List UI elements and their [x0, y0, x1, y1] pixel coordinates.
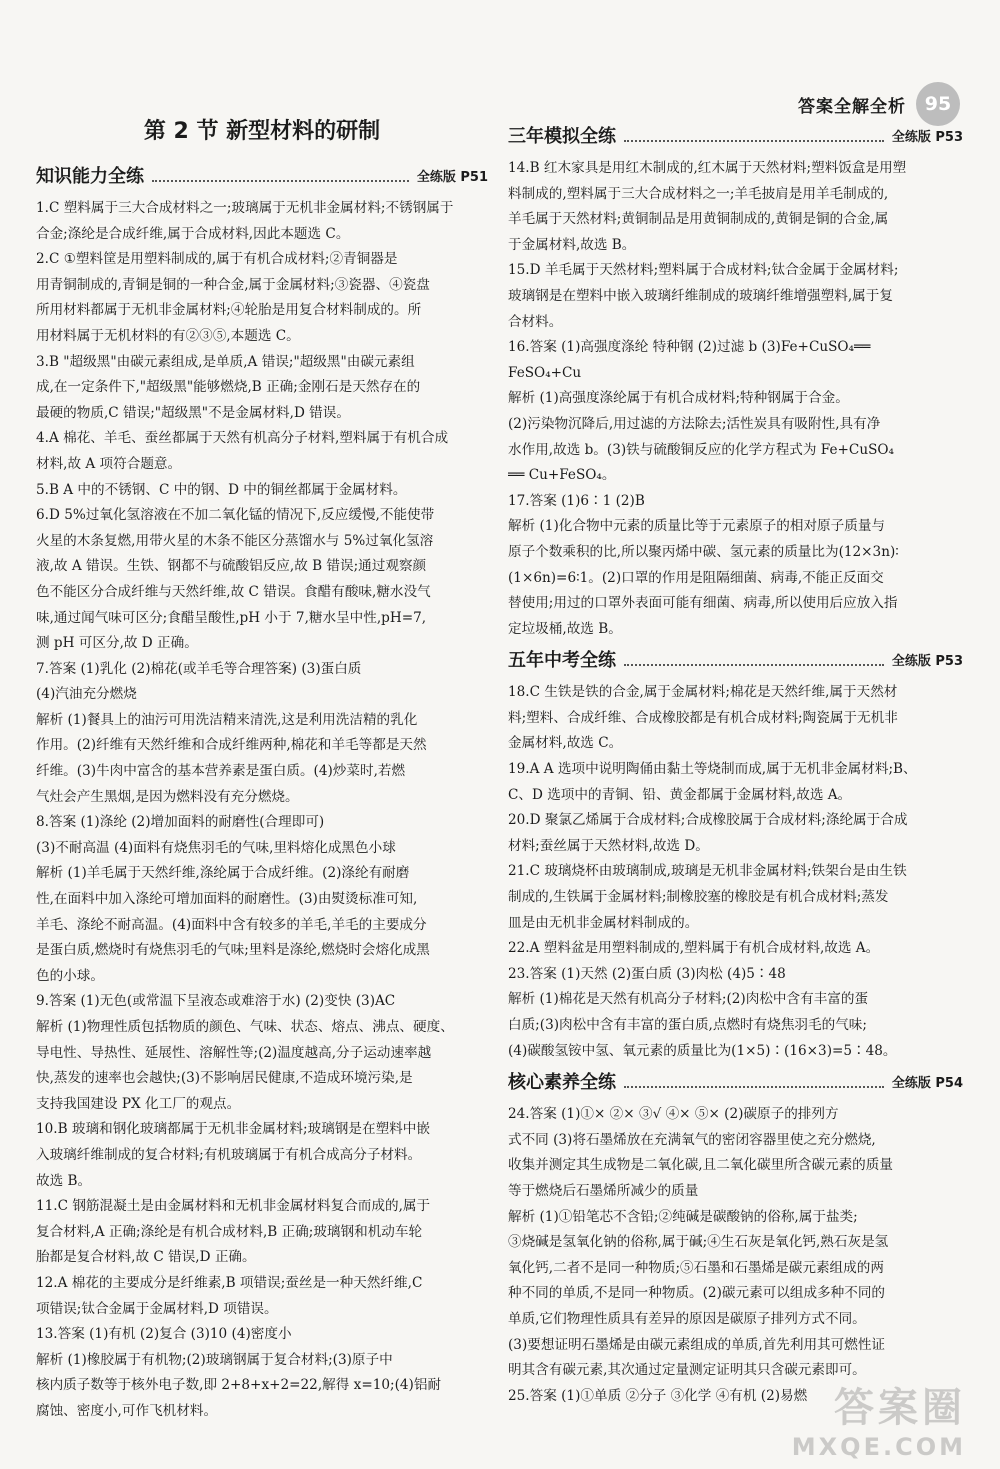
- answer-item: [36, 1015, 488, 1117]
- answer-line: 复合材料,A 正确;涤纶是有机合成材料,B 正确;玻璃钢和机动车轮: [36, 1223, 423, 1240]
- answer-line: 15.D 羊毛属于天然材料;塑料属于合成材料;钛合金属于金属材料;: [508, 262, 899, 279]
- answer-line: 羊毛、涤纶不耐高温。(4)面料中含有较多的羊毛,羊毛的主要成分: [36, 916, 427, 933]
- answer-item: [508, 859, 963, 936]
- answer-line: 材料;蚕丝属于天然材料,故选 D。: [508, 837, 709, 854]
- dotted-leader: [624, 1074, 884, 1088]
- answer-line: 20.D 聚氯乙烯属于合成材料;合成橡胶属于合成材料;涤纶属于合成: [508, 812, 908, 829]
- answer-line: 解析 (1)餐具上的油污可用洗洁精来清洗,这是利用洗洁精的乳化: [36, 711, 418, 728]
- answer-item: [36, 861, 488, 989]
- answer-item: [36, 503, 488, 657]
- answer-line: 解析 (1)羊毛属于天然纤维,涤纶属于合成纤维。(2)涤纶有耐磨: [36, 865, 410, 882]
- answer-line: 快,蒸发的速率也会越快;(3)不影响居民健康,不造成环境污染,是: [36, 1070, 413, 1087]
- answer-item: [36, 1194, 488, 1271]
- section-title: 知识能力全练: [36, 166, 144, 187]
- dotted-leader: [624, 652, 884, 666]
- answer-line: (4)碳酸氢铵中氢、氧元素的质量比为(1×5)∶(16×3)=5∶48。: [508, 1042, 897, 1059]
- answer-item: [36, 426, 488, 477]
- answer-line: 17.答案 (1)6∶1 (2)B: [508, 492, 645, 509]
- answer-line: 19.A A 选项中说明陶俑由黏土等烧制而成,属于无机非金属材料;B、: [508, 761, 917, 778]
- answer-item: [36, 1271, 488, 1322]
- answer-line: 解析 (1)橡胶属于有机物;(2)玻璃钢属于复合材料;(3)原子中: [36, 1351, 393, 1368]
- answer-line: 4.A 棉花、羊毛、蚕丝都属于天然有机高分子材料,塑料属于有机合成: [36, 430, 449, 447]
- answer-line: 色不能区分合成纤维与天然纤维,故 C 错误。食醋有酸味,糖水没气: [36, 583, 431, 600]
- section-header: [508, 122, 963, 148]
- left-column: [36, 118, 488, 1425]
- answer-line: 作用。(2)纤维有天然纤维和合成纤维两种,棉花和羊毛等都是天然: [36, 737, 427, 754]
- answer-item: [36, 247, 488, 349]
- answer-line: 玻璃钢是在塑料中嵌入玻璃纤维制成的玻璃纤维增强塑料,属于复: [508, 287, 893, 304]
- answer-line: 最硬的物质,C 错误;"超级黑"不是金属材料,D 错误。: [36, 404, 350, 421]
- answer-line: 所用材料都属于无机非金属材料;④轮胎是用复合材料制成的。所: [36, 302, 422, 319]
- answer-line: 式不同 (3)将石墨烯放在充满氧气的密闭容器里使之充分燃烧,: [508, 1131, 876, 1148]
- answer-line: 解析 (1)物理性质包括物质的颜色、气味、状态、熔点、沸点、硬度、: [36, 1019, 454, 1035]
- answer-line: 核内质子数等于核外电子数,即 2+8+x+2=22,解得 x=10;(4)铝耐: [36, 1377, 442, 1394]
- answer-line: 3.B "超级黑"由碳元素组成,是单质,A 错误;"超级黑"由碳元素组: [36, 353, 415, 370]
- answer-item: [36, 1117, 488, 1194]
- answer-line: 单质,它们物理性质具有差异的原因是碳原子排列方式不同。: [508, 1310, 866, 1327]
- answer-line: 材料,故 A 项符合题意。: [36, 455, 182, 472]
- answer-line: 12.A 棉花的主要成分是纤维素,B 项错误;蚕丝是一种天然纤维,C: [36, 1274, 423, 1291]
- section-header: [36, 162, 488, 188]
- answer-line: 6.D 5%过氧化氢溶液在不加二氧化锰的情况下,反应缓慢,不能使带: [36, 507, 435, 524]
- answer-line: 水作用,故选 b。(3)铁与硫酸铜反应的化学方程式为 Fe+CuSO₄: [508, 441, 894, 458]
- running-title: 答案全解全析: [798, 96, 906, 117]
- answer-line: 色的小球。: [36, 967, 104, 984]
- answer-line: 纤维。(3)牛肉中富含的基本营养素是蛋白质。(4)炒菜时,若燃: [36, 763, 406, 780]
- answer-line: 明其含有碳元素,其次通过定量测定证明其只含碳元素即可。: [508, 1362, 866, 1379]
- answer-line: 气灶会产生黑烟,是因为燃料没有充分燃烧。: [36, 788, 299, 805]
- answer-item: [508, 936, 963, 962]
- watermark: [792, 1376, 966, 1461]
- answer-line: 21.C 玻璃烧杯由玻璃制成,玻璃是无机非金属材料;铁架台是由生铁: [508, 863, 907, 880]
- answer-line: 皿是由无机非金属材料制成的。: [508, 914, 699, 931]
- answer-line: (3)要想证明石墨烯是由碳元素组成的单质,首先利用其可燃性证: [508, 1336, 886, 1353]
- answer-item: [508, 489, 963, 515]
- answer-item: [508, 987, 963, 1064]
- answer-line: 腐蚀、密度小,可作飞机材料。: [36, 1402, 218, 1419]
- answer-line: FeSO₄+Cu: [508, 364, 582, 381]
- answer-line: 7.答案 (1)乳化 (2)棉花(或羊毛等合理答案) (3)蛋白质: [36, 660, 362, 677]
- answer-line: 是蛋白质,燃烧时有烧焦羽毛的气味;里料是涤纶,燃烧时会熔化成黑: [36, 942, 430, 959]
- answer-line: 合金;涤纶是合成纤维,属于合成材料,因此本题选 C。: [36, 225, 350, 242]
- answer-line: 替使用;用过的口罩外表面可能有细菌、病毒,所以使用后应放入指: [508, 595, 898, 612]
- answer-line: 14.B 红木家具是用红木制成的,红木属于天然材料;塑料饭盒是用塑: [508, 160, 907, 176]
- section-page-ref: 全练版 P54: [891, 1075, 963, 1091]
- watermark-logo-text: 答案圈: [834, 1385, 966, 1431]
- answer-line: 用材料属于无机材料的有②③⑤,本题选 C。: [36, 327, 300, 344]
- answer-item: [508, 258, 963, 335]
- answer-line: 收集并测定其生成物是二氧化碳,且二氧化碳里所含碳元素的质量: [508, 1157, 893, 1174]
- answer-line: 11.C 钢筋混凝土是由金属材料和无机非金属材料复合而成的,属于: [36, 1198, 431, 1215]
- answer-item: [36, 1322, 488, 1348]
- answer-line: 13.答案 (1)有机 (2)复合 (3)10 (4)密度小: [36, 1326, 292, 1343]
- answer-line: 等于燃烧后石墨烯所减少的质量: [508, 1182, 699, 1199]
- answer-line: 10.B 玻璃和钢化玻璃都属于无机非金属材料;玻璃钢是在塑料中嵌: [36, 1121, 430, 1138]
- answer-line: 原子个数乘积的比,所以聚丙烯中碳、氢元素的质量比为(12×3n)∶: [508, 543, 899, 560]
- section-header: [508, 1068, 963, 1094]
- answer-line: 5.B A 中的不锈钢、C 中的钢、D 中的铜丝都属于金属材料。: [36, 481, 407, 498]
- answer-line: 羊毛属于天然材料;黄铜制品是用黄铜制成的,黄铜是铜的合金,属: [508, 211, 889, 228]
- answer-item: [36, 657, 488, 708]
- answer-item: [508, 962, 963, 988]
- answer-line: 测 pH 可区分,故 D 正确。: [36, 635, 198, 652]
- answer-line: 于金属材料,故选 B。: [508, 236, 636, 253]
- dotted-leader: [152, 168, 409, 182]
- answer-line: 火星的木条复燃,用带火星的木条不能区分蒸馏水与 5%过氧化氢溶: [36, 532, 434, 549]
- answer-line: 解析 (1)化合物中元素的质量比等于元素原子的相对原子质量与: [508, 518, 886, 535]
- answer-line: 用青铜制成的,青铜是铜的一种合金,属于金属材料;③瓷器、④瓷盘: [36, 276, 430, 293]
- answer-line: 入玻璃纤维制成的复合材料;有机玻璃属于有机合成高分子材料。: [36, 1146, 422, 1163]
- page-number: 95: [916, 82, 960, 126]
- answer-line: 导电性、导热性、延展性、溶解性等;(2)温度越高,分子运动速率越: [36, 1044, 432, 1061]
- answer-line: 白质;(3)肉松中含有丰富的蛋白质,点燃时有烧焦羽毛的气味;: [508, 1017, 867, 1033]
- section-title: 五年中考全练: [508, 650, 616, 672]
- answer-line: 金属材料,故选 C。: [508, 735, 623, 752]
- answer-line: 味,通过闻气味可区分;食醋呈酸性,pH 小于 7,糖水呈中性,pH=7,: [36, 609, 427, 626]
- section-title: 三年模拟全练: [508, 126, 616, 147]
- answer-item: [36, 989, 488, 1015]
- answer-line: 22.A 塑料盆是用塑料制成的,塑料属于有机合成材料,故选 A。: [508, 940, 880, 957]
- answer-line: 2.C ①塑料筐是用塑料制成的,属于有机合成材料;②青铜器是: [36, 251, 398, 268]
- answer-line: 支持我国建设 PX 化工厂的观点。: [36, 1095, 241, 1112]
- answer-line: 解析 (1)高强度涤纶属于有机合成材料;特种钢属于合金。: [508, 390, 849, 407]
- answer-item: [508, 757, 963, 808]
- section-header: [508, 646, 963, 672]
- right-column: [508, 118, 963, 1409]
- answer-item: [508, 156, 963, 258]
- answer-line: 料制成的,塑料属于三大合成材料之一;羊毛披肩是用羊毛制成的,: [508, 185, 889, 202]
- section-page-ref: 全练版 P51: [416, 169, 488, 185]
- watermark-url: MXQE.COM: [791, 1433, 966, 1461]
- answer-line: 16.答案 (1)高强度涤纶 特种钢 (2)过滤 b (3)Fe+CuSO₄══: [508, 339, 871, 356]
- section-page-ref: 全练版 P53: [891, 129, 963, 145]
- answer-item: [36, 810, 488, 861]
- answer-item: [508, 514, 963, 642]
- answer-line: 液,故 A 错误。生铁、钢都不与硫酸铝反应,故 B 错误;通过观察颜: [36, 558, 427, 575]
- answer-line: 制成的,生铁属于金属材料;制橡胶塞的橡胶是有机合成材料;蒸发: [508, 889, 889, 906]
- answer-line: (2)污染物沉降后,用过滤的方法除去;活性炭具有吸附性,具有净: [508, 415, 881, 432]
- answer-line: 料;塑料、合成纤维、合成橡胶都是有机合成材料;陶瓷属于无机非: [508, 709, 898, 726]
- answer-item: [36, 708, 488, 810]
- answer-line: 9.答案 (1)无色(或常温下呈液态或难溶于水) (2)变快 (3)AC: [36, 993, 396, 1010]
- answer-line: 解析 (1)棉花是天然有机高分子材料;(2)肉松中含有丰富的蛋: [508, 991, 869, 1008]
- answer-line: 合材料。: [508, 313, 563, 330]
- answer-item: [36, 196, 488, 247]
- section-page-ref: 全练版 P53: [891, 653, 963, 669]
- answer-line: 定垃圾桶,故选 B。: [508, 620, 622, 637]
- chapter-title: 第 2 节 新型材料的研制: [143, 119, 381, 144]
- answer-line: 解析 (1)①铅笔芯不含铅;②纯碱是碳酸钠的俗称,属于盐类;: [508, 1208, 858, 1225]
- answer-line: 18.C 生铁是铁的合金,属于金属材料;棉花是天然纤维,属于天然材: [508, 684, 898, 701]
- section-title: 核心素养全练: [508, 1072, 616, 1094]
- answer-line: 种不同的单质,不是同一种物质。(2)碳元素可以组成多种不同的: [508, 1285, 886, 1302]
- answer-line: (1×6n)=6∶1。(2)口罩的作用是阻隔细菌、病毒,不能正反面交: [508, 569, 884, 586]
- answer-line: 25.答案 (1)①单质 ②分子 ③化学 ④有机 (2)易燃: [508, 1387, 808, 1404]
- answer-line: C、D 选项中的青铜、铅、黄金都属于金属材料,故选 A。: [508, 786, 852, 803]
- answer-item: [508, 335, 963, 386]
- answer-item: [36, 350, 488, 427]
- answer-line: 成,在一定条件下,"超级黑"能够燃烧,B 正确;金刚石是天然存在的: [36, 379, 421, 396]
- answer-line: 24.答案 (1)①× ②× ③√ ④× ⑤× (2)碳原子的排列方: [508, 1106, 839, 1123]
- answer-line: 23.答案 (1)天然 (2)蛋白质 (3)肉松 (4)5∶48: [508, 965, 786, 982]
- answer-line: ③烧碱是氢氧化钠的俗称,属于碱;④生石灰是氧化钙,熟石灰是氢: [508, 1234, 889, 1251]
- answer-line: (3)不耐高温 (4)面料有烧焦羽毛的气味,里料熔化成黑色小球: [36, 839, 396, 856]
- answer-line: 项错误;钛合金属于金属材料,D 项错误。: [36, 1300, 278, 1317]
- answer-line: 故选 B。: [36, 1172, 92, 1189]
- answer-item: [36, 1348, 488, 1425]
- answer-item: [508, 1205, 963, 1384]
- answer-line: 8.答案 (1)涤纶 (2)增加面料的耐磨性(合理即可): [36, 814, 325, 831]
- answer-line: ══ Cu+FeSO₄。: [508, 467, 616, 484]
- answer-line: 氧化钙,二者不是同一种物质;⑤石墨和石墨烯是碳元素组成的两: [508, 1259, 884, 1276]
- answer-line: 性,在面料中加入涤纶可增加面料的耐磨性。(3)由熨烫标准可知,: [36, 891, 418, 908]
- dotted-leader: [624, 128, 884, 142]
- answer-item: [508, 386, 963, 488]
- answer-item: [508, 808, 963, 859]
- answer-line: 1.C 塑料属于三大合成材料之一;玻璃属于无机非金属材料;不锈钢属于: [36, 200, 454, 216]
- answer-line: (4)汽油充分燃烧: [36, 686, 137, 703]
- answer-line: 胎都是复合材料,故 C 错误,D 正确。: [36, 1249, 256, 1266]
- answer-item: [508, 1102, 963, 1204]
- answer-item: [508, 680, 963, 757]
- answer-item: [36, 478, 488, 504]
